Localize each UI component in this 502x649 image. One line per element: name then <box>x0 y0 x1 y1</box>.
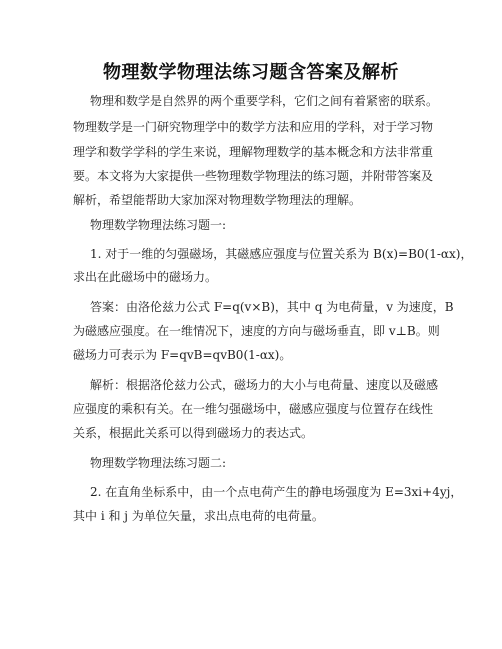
exercise-1-analysis-line-3: 关系，根据此关系可以得到磁场力的表达式。 <box>73 426 314 440</box>
exercise-1-analysis-line-2: 应强度的乘积有关。在一维匀强磁场中，磁感应强度与位置存在线性 <box>73 402 434 416</box>
exercise-2-heading: 物理数学物理法练习题二: <box>90 456 227 470</box>
exercise-1-heading: 物理数学物理法练习题一: <box>90 218 227 232</box>
intro-line-3: 理学和数学学科的学生来说，理解物理数学的基本概念和方法非常重 <box>73 145 434 159</box>
document-title: 物理数学物理法练习题含答案及解析 <box>103 62 399 83</box>
exercise-2-question-line-2: 其中 i 和 j 为单位矢量，求出点电荷的电荷量。 <box>73 509 324 523</box>
exercise-1-question-line-1: 1. 对于一维的匀强磁场，其磁感应强度与位置关系为 B(x)=B0(1-αx)， <box>90 247 473 261</box>
intro-line-4: 要。本文将为大家提供一些物理数学物理法的练习题，并附带答案及 <box>73 169 434 183</box>
intro-line-2: 物理数学是一门研究物理学中的数学方法和应用的学科，对于学习物 <box>73 120 434 134</box>
exercise-1-question-line-2: 求出在此磁场中的磁场力。 <box>73 270 218 284</box>
intro-line-5: 解析，希望能帮助大家加深对物理数学物理法的理解。 <box>73 193 362 207</box>
exercise-1-answer-line-3: 磁场力可表示为 F=qvB=qvB0(1-αx)。 <box>73 348 292 362</box>
exercise-2-question-line-1: 2. 在直角坐标系中，由一个点电荷产生的静电场强度为 E=3xi+4yj， <box>90 485 463 499</box>
exercise-1-answer-line-1: 答案：由洛伦兹力公式 F=q(v×B)，其中 q 为电荷量，v 为速度，B <box>90 300 454 314</box>
intro-line-1: 物理和数学是自然界的两个重要学科，它们之间有着紧密的联系。 <box>90 94 439 108</box>
exercise-1-analysis-line-1: 解析：根据洛伦兹力公式，磁场力的大小与电荷量、速度以及磁感 <box>90 378 439 392</box>
exercise-1-answer-line-2: 为磁感应强度。在一维情况下，速度的方向与磁场垂直，即 v⊥B。则 <box>73 324 440 338</box>
